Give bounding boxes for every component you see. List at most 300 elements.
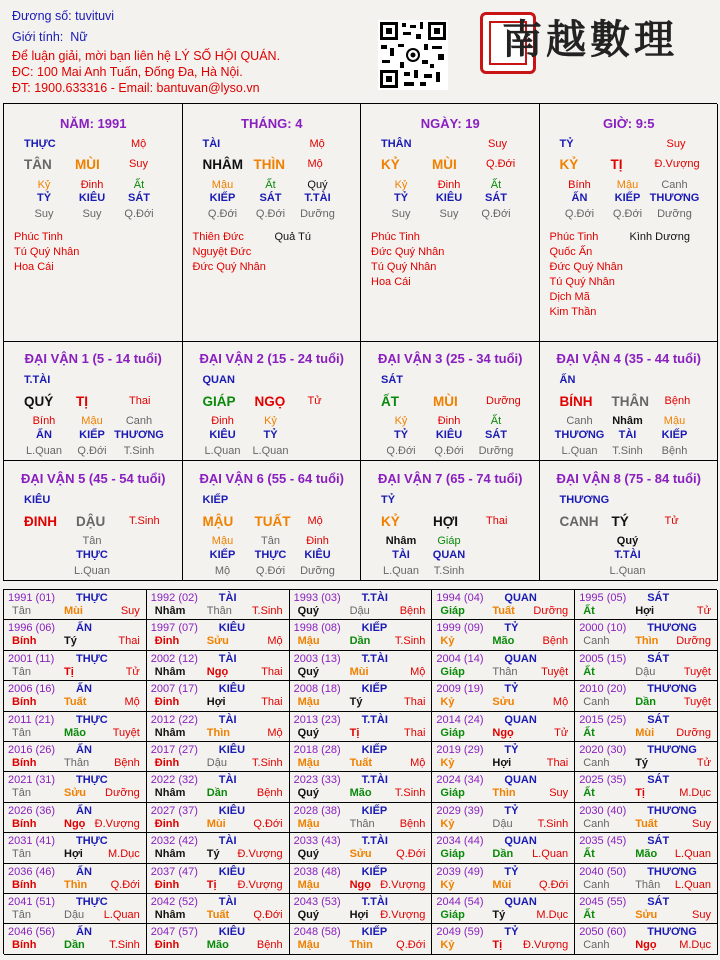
owner-line: Đương số: tuvituvi: [12, 9, 115, 23]
luck-hidden-state: L.Quan: [561, 445, 598, 457]
star-name: Tú Quý Nhân: [371, 261, 437, 273]
year-state: Suy: [549, 787, 569, 800]
luck-hidden-state: L.Quan: [382, 565, 420, 577]
year-branch: Thìn: [349, 939, 373, 952]
luck-hidden-stem: Kỷ: [394, 415, 408, 427]
year-god: TỶ: [504, 926, 519, 939]
year-label: 2024 (34): [436, 774, 484, 787]
year-cell: [4, 681, 147, 711]
year-state: Suy: [120, 605, 140, 617]
luck-branch: THÂN: [611, 394, 649, 409]
year-stem: Canh: [583, 635, 610, 648]
year-label: 2026 (36): [8, 804, 56, 817]
year-god: THƯƠNG: [647, 804, 697, 817]
year-label: 1998 (08): [293, 622, 341, 635]
luck-state: T.Sinh: [129, 515, 160, 527]
year-cell: [432, 772, 575, 802]
year-branch: Mùi: [349, 665, 369, 678]
year-stem: Giáp: [440, 665, 465, 678]
year-god: T.TÀI: [361, 835, 388, 848]
luck-hidden-state: L.Quan: [252, 445, 289, 457]
year-cell: [432, 924, 575, 954]
year-branch: Mão: [635, 848, 658, 861]
luck-cell: [183, 341, 362, 461]
star-name: Kim Thần: [549, 306, 597, 318]
year-state: M.Dục: [679, 939, 711, 952]
year-state: Tử: [125, 665, 140, 678]
year-state: Mộ: [267, 726, 283, 739]
year-god: QUAN: [504, 896, 537, 908]
year-state: Đ.Vượng: [380, 909, 426, 921]
hidden-stem: Ất: [490, 179, 502, 191]
year-stem: Canh: [583, 939, 610, 952]
luck-branch: HỢI: [433, 514, 459, 529]
year-label: 2003 (13): [293, 652, 341, 665]
luck-hidden-stem: Mậu: [211, 535, 234, 547]
year-label: 2007 (17): [150, 683, 198, 696]
year-god: TÀI: [218, 592, 237, 604]
year-cell: [4, 864, 147, 894]
year-branch: Thân: [64, 757, 90, 769]
year-cell: [147, 590, 290, 620]
year-god: TÀI: [218, 774, 237, 787]
year-god: T.TÀI: [361, 896, 388, 908]
hidden-god: SÁT: [128, 192, 150, 204]
year-label: 2023 (33): [293, 774, 341, 787]
year-state: Tuyệt: [683, 665, 711, 678]
year-stem: Tân: [12, 605, 31, 617]
year-god: TÀI: [218, 652, 237, 665]
year-state: Tuyệt: [683, 696, 711, 709]
luck-periods-panel: [3, 341, 717, 581]
hidden-stem: Mậu: [211, 179, 234, 191]
pillar-top-state: Mộ: [131, 138, 147, 150]
pillar-cell: [361, 104, 540, 342]
luck-hidden-state: L.Quan: [204, 445, 241, 457]
year-label: 2030 (40): [579, 804, 627, 817]
luck-hidden-stem: Kỷ: [264, 415, 277, 427]
luck-hidden-god: QUAN: [432, 549, 466, 561]
year-cell: [147, 742, 290, 772]
star-name: Thiên Đức: [192, 231, 244, 243]
year-cell: [147, 712, 290, 742]
year-stem: Đinh: [154, 696, 180, 709]
year-god: KIẾP: [361, 804, 388, 817]
hidden-state: Q.Đới: [207, 208, 238, 220]
year-state: Mộ: [124, 696, 140, 709]
year-branch: Thìn: [492, 787, 516, 800]
year-god: KIÊU: [218, 744, 246, 756]
hidden-state: Suy: [439, 208, 459, 220]
year-stem: Đinh: [154, 635, 180, 648]
year-cell: [4, 803, 147, 833]
year-stem: Giáp: [440, 848, 465, 861]
year-cell: [147, 833, 290, 863]
year-branch: Hợi: [349, 909, 369, 921]
year-stem: Nhâm: [154, 787, 186, 800]
year-state: Mộ: [552, 696, 569, 709]
year-god: ẤN: [76, 744, 92, 756]
year-state: Tử: [554, 726, 569, 739]
year-label: 2015 (25): [579, 713, 627, 726]
year-god: THỰC: [76, 652, 108, 665]
star-name: Quả Tú: [274, 231, 311, 243]
star-name: Phúc Tinh: [371, 231, 420, 243]
luck-branch: TUẤT: [254, 514, 291, 529]
hidden-stem: Ất: [265, 179, 276, 191]
year-state: Dưỡng: [533, 605, 569, 617]
pillar-stem: KỶ: [381, 157, 400, 172]
year-label: 1995 (05): [579, 592, 627, 604]
luck-hidden-stem: Giáp: [437, 535, 461, 547]
year-god: KIÊU: [218, 926, 246, 939]
luck-hidden-god: THỰC: [254, 549, 287, 561]
year-god: SÁT: [647, 896, 670, 908]
year-state: Thai: [403, 726, 426, 739]
hidden-stem: Đinh: [80, 179, 104, 191]
year-god: SÁT: [647, 713, 670, 726]
year-stem: Nhâm: [154, 665, 186, 678]
year-god: THỰC: [76, 592, 108, 604]
luck-title: ĐẠI VẬN 7 (65 - 74 tuổi): [378, 471, 523, 486]
luck-hidden-stem: Đinh: [437, 415, 461, 427]
hidden-god: T.TÀI: [304, 192, 331, 204]
year-state: Thai: [261, 696, 283, 709]
luck-hidden-god: THỰC: [76, 549, 108, 561]
year-cell: [147, 924, 290, 954]
year-cell: [575, 833, 718, 863]
hidden-god: TỶ: [393, 192, 409, 204]
luck-branch: TỊ: [76, 394, 88, 409]
year-stem: Kỷ: [440, 817, 455, 830]
year-cell: [432, 803, 575, 833]
year-branch: Sửu: [492, 696, 515, 709]
year-label: 2034 (44): [436, 835, 484, 848]
pillar-top-god: THÂN: [381, 138, 412, 150]
year-state: Đ.Vượng: [380, 878, 426, 891]
star-name: Nguyệt Đức: [192, 246, 252, 258]
hidden-state: Q.Đới: [481, 208, 511, 220]
luck-hidden-state: Q.Đới: [386, 445, 416, 457]
year-state: Bệnh: [399, 605, 426, 617]
year-stem: Canh: [583, 878, 610, 891]
luck-hidden-stem: Tân: [261, 535, 280, 547]
star-name: Hoa Cái: [14, 261, 54, 273]
brand-calligraphy: 南越數理: [502, 16, 678, 63]
year-branch: Hợi: [635, 605, 655, 617]
luck-god: SÁT: [381, 374, 403, 386]
year-state: Đ.Vượng: [237, 848, 283, 861]
year-cell: [290, 681, 433, 711]
year-god: ẤN: [76, 622, 92, 635]
hidden-god: ẤN: [571, 192, 588, 204]
year-label: 2033 (43): [293, 835, 341, 848]
year-label: 1993 (03): [293, 592, 341, 604]
year-branch: Tị: [635, 787, 645, 800]
year-stem: Đinh: [154, 757, 180, 769]
year-label: 2001 (11): [8, 652, 55, 665]
luck-cell: [540, 341, 719, 461]
hidden-stem: Ất: [133, 179, 145, 191]
luck-branch: NGỌ: [254, 394, 286, 409]
year-label: 2039 (49): [436, 865, 484, 878]
year-stem: Quý: [297, 787, 319, 800]
year-label: 2028 (38): [293, 804, 341, 817]
year-label: 2029 (39): [436, 804, 484, 817]
year-state: Tuyệt: [112, 726, 140, 739]
hidden-state: Suy: [82, 208, 102, 220]
year-label: 2021 (31): [8, 774, 56, 787]
year-label: 2009 (19): [436, 683, 484, 696]
star-name: Phúc Tinh: [549, 231, 599, 243]
year-label: 2022 (32): [150, 774, 198, 787]
year-branch: Tý: [206, 848, 220, 861]
year-cell: [432, 681, 575, 711]
star-name: Kình Dương: [629, 231, 690, 243]
year-stem: Bính: [12, 878, 37, 891]
year-label: 2044 (54): [436, 896, 484, 908]
luck-hidden-stem: Canh: [125, 415, 153, 427]
year-stem: Đinh: [154, 939, 180, 952]
year-label: 1991 (01): [8, 592, 56, 604]
year-label: 2008 (18): [293, 683, 341, 696]
hidden-state: Q.Đới: [124, 208, 154, 220]
year-stem: Bính: [12, 696, 37, 709]
luck-hidden-stem: Tân: [82, 535, 102, 547]
luck-hidden-state: T.Sinh: [612, 445, 643, 457]
year-cell: [575, 772, 718, 802]
year-branch: Tuất: [635, 817, 658, 830]
pillar-top-god: TỶ: [559, 138, 574, 150]
year-stem: Kỷ: [440, 939, 455, 952]
year-state: L.Quan: [674, 878, 711, 891]
luck-stem: GIÁP: [202, 394, 236, 409]
year-cell: [432, 712, 575, 742]
pillar-branch: THÌN: [253, 157, 285, 172]
hidden-stem: Bính: [568, 179, 591, 191]
luck-hidden-state: Bệnh: [661, 445, 688, 457]
luck-title: ĐẠI VẬN 2 (15 - 24 tuổi): [199, 351, 344, 366]
year-stem: Ất: [583, 848, 595, 861]
year-stem: Quý: [297, 605, 319, 617]
year-god: THƯƠNG: [647, 683, 697, 696]
hidden-god: SÁT: [259, 192, 282, 204]
year-branch: Dậu: [206, 757, 227, 769]
year-cell: [4, 833, 147, 863]
year-cell: [432, 620, 575, 650]
luck-branch: TÝ: [611, 514, 629, 529]
luck-hidden-god: KIÊU: [209, 429, 236, 441]
year-branch: Tý: [492, 909, 506, 921]
pillar-stem: KỶ: [559, 157, 579, 172]
star-name: Tú Quý Nhân: [549, 276, 615, 288]
year-state: T.Sinh: [394, 787, 426, 800]
luck-branch: DẬU: [76, 514, 106, 529]
year-state: Dưỡng: [676, 726, 711, 739]
hidden-stem: Quý: [307, 179, 328, 191]
luck-cell: [361, 341, 540, 461]
year-stem: Quý: [297, 848, 319, 861]
year-state: Suy: [692, 909, 711, 921]
qr-code-icon[interactable]: [378, 20, 448, 90]
year-state: Thai: [546, 757, 569, 769]
hidden-state: Q.Đới: [612, 208, 643, 220]
luck-cell: [183, 461, 362, 581]
year-stem: Đinh: [154, 878, 180, 891]
year-stem: Quý: [297, 665, 319, 678]
pillar-title: THÁNG: 4: [241, 116, 303, 131]
year-cell: [147, 772, 290, 802]
year-cell: [290, 772, 433, 802]
year-stem: Giáp: [440, 787, 465, 800]
star-name: Tú Quý Nhân: [14, 246, 80, 258]
year-stem: Tân: [12, 665, 31, 678]
year-cell: [290, 620, 433, 650]
year-cell: [4, 772, 147, 802]
year-cell: [290, 894, 433, 924]
year-label: 2050 (60): [579, 926, 627, 939]
star-name: Đức Quý Nhân: [549, 261, 623, 273]
year-label: 2036 (46): [8, 865, 56, 878]
year-label: 2019 (29): [436, 744, 484, 756]
luck-hidden-state: Dưỡng: [300, 565, 335, 577]
hidden-stem: Kỷ: [37, 179, 51, 191]
luck-title: ĐẠI VẬN 4 (35 - 44 tuổi): [556, 351, 701, 366]
year-stem: Ất: [583, 605, 595, 617]
year-branch: Hợi: [492, 757, 512, 769]
year-label: 2031 (41): [8, 835, 56, 848]
year-god: ẤN: [76, 865, 92, 878]
hidden-god: TỶ: [36, 192, 52, 204]
luck-cell: [540, 461, 719, 581]
pillar-cell: [4, 104, 183, 342]
year-god: SÁT: [647, 774, 670, 787]
year-state: M.Dục: [108, 848, 140, 861]
year-label: 1996 (06): [8, 622, 56, 635]
year-god: TỶ: [504, 683, 519, 696]
star-name: Dịch Mã: [549, 291, 590, 303]
year-cell: [575, 681, 718, 711]
year-state: T.Sinh: [252, 605, 283, 617]
year-state: Đ.Vượng: [523, 939, 569, 952]
luck-hidden-state: Dưỡng: [478, 445, 514, 457]
year-state: L.Quan: [103, 909, 140, 921]
year-stem: Tân: [12, 909, 31, 921]
year-label: 2011 (21): [8, 713, 55, 726]
year-stem: Giáp: [440, 726, 465, 739]
year-cell: [4, 590, 147, 620]
contact-invite: Để luận giải, mời bạn liên hệ LÝ SỐ HỘI QUÁN.: [12, 49, 281, 63]
luck-hidden-god: ẤN: [36, 429, 52, 441]
luck-hidden-god: KIẾP: [661, 429, 688, 441]
year-label: 2049 (59): [436, 926, 484, 939]
luck-state: Thai: [486, 515, 508, 527]
year-stem: Nhâm: [154, 605, 186, 617]
year-branch: Mùi: [492, 878, 512, 891]
year-branch: Dậu: [492, 817, 513, 830]
year-branch: Dậu: [349, 605, 370, 617]
pillar-top-state: Mộ: [309, 138, 325, 150]
hidden-god: SÁT: [485, 192, 507, 204]
year-god: TỶ: [504, 622, 519, 635]
year-stem: Canh: [583, 757, 610, 769]
pillar-branch: MÙI: [432, 157, 457, 172]
year-label: 2038 (48): [293, 865, 341, 878]
year-label: 2018 (28): [293, 744, 341, 756]
year-state: Thai: [403, 696, 426, 709]
hidden-state: Dưỡng: [300, 208, 335, 220]
year-branch: Dần: [635, 696, 656, 709]
star-name: Phúc Tinh: [14, 231, 63, 243]
year-cell: [290, 803, 433, 833]
year-branch: Tý: [64, 635, 77, 648]
year-label: 2017 (27): [150, 744, 198, 756]
year-branch: Tuất: [64, 696, 87, 709]
year-stem: Ất: [583, 726, 595, 739]
year-state: Dưỡng: [676, 635, 711, 648]
hidden-state: Q.Đới: [564, 208, 595, 220]
luck-hidden-god: KIẾP: [79, 429, 105, 441]
luck-god: QUAN: [202, 374, 235, 386]
year-branch: Hợi: [64, 848, 83, 861]
year-state: Mộ: [267, 635, 283, 648]
pillar-branch: TỊ: [610, 157, 623, 172]
year-stem: Canh: [583, 696, 610, 709]
year-branch: Tị: [64, 665, 74, 678]
year-cell: [575, 924, 718, 954]
year-branch: Dần: [492, 848, 514, 861]
year-branch: Dần: [206, 787, 228, 800]
year-stem: Đinh: [154, 817, 180, 830]
year-state: Bệnh: [114, 757, 140, 769]
year-stem: Quý: [297, 909, 319, 921]
year-label: 2006 (16): [8, 683, 56, 696]
year-cell: [4, 620, 147, 650]
hidden-stem: Kỷ: [394, 179, 408, 191]
luck-stem: ĐINH: [24, 514, 57, 529]
year-state: T.Sinh: [394, 635, 426, 648]
year-label: 2032 (42): [150, 835, 198, 848]
year-label: 2046 (56): [8, 926, 56, 939]
pillar-top-god: THỰC: [24, 138, 56, 150]
year-label: 2004 (14): [436, 652, 484, 665]
year-label: 2047 (57): [150, 926, 198, 939]
year-god: ẤN: [76, 683, 92, 696]
luck-state: Mộ: [307, 515, 323, 527]
luck-hidden-god: SÁT: [485, 429, 507, 441]
luck-hidden-stem: Mậu: [81, 415, 103, 427]
year-cell: [432, 651, 575, 681]
year-cell: [575, 712, 718, 742]
year-god: TỶ: [504, 865, 519, 878]
year-stem: Mậu: [297, 939, 320, 952]
year-god: TÀI: [218, 713, 237, 726]
year-branch: Dần: [349, 635, 371, 648]
year-branch: Thìn: [64, 878, 88, 891]
luck-hidden-stem: Mậu: [663, 415, 686, 427]
year-branch: Ngọ: [206, 665, 229, 678]
year-god: KIÊU: [218, 622, 246, 635]
year-god: TỶ: [504, 744, 519, 756]
pillar-top-god: TÀI: [202, 138, 221, 150]
year-label: 2035 (45): [579, 835, 627, 848]
year-cell: [575, 651, 718, 681]
year-stem: Mậu: [297, 696, 320, 709]
year-branch: Thân: [635, 878, 661, 891]
year-branch: Thân: [206, 605, 232, 617]
year-state: M.Dục: [536, 909, 569, 921]
year-stem: Tân: [12, 787, 31, 800]
